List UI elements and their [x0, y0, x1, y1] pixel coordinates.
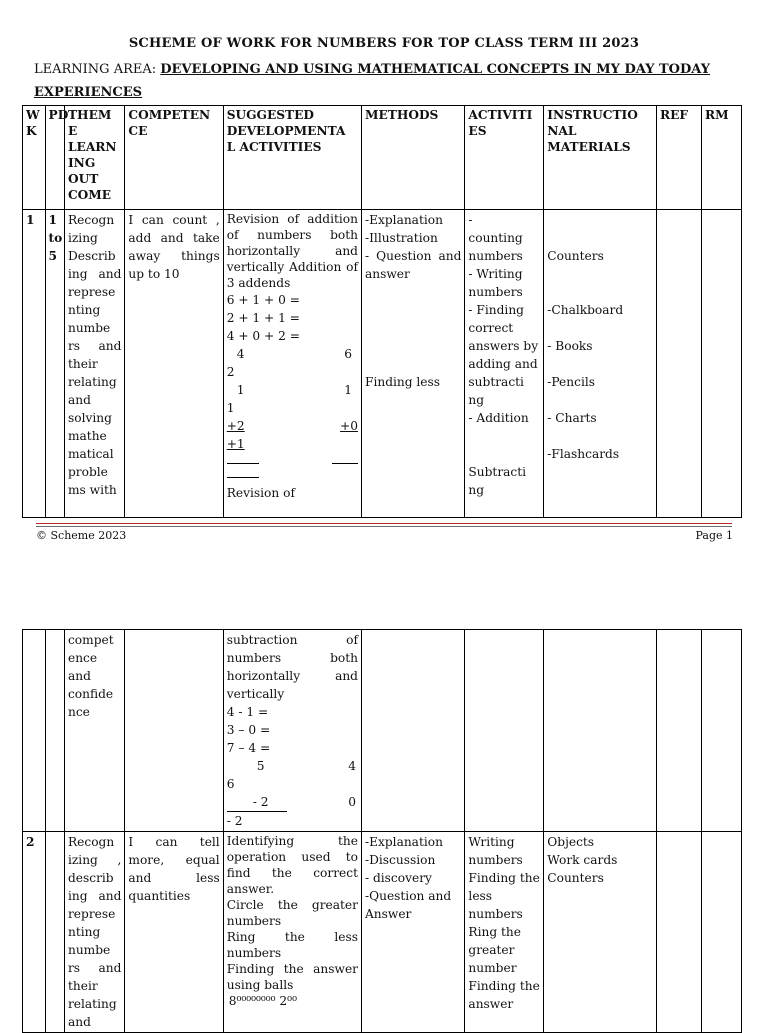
method-item: -Illustration	[364, 230, 438, 245]
cell-pupil-activities	[465, 209, 544, 517]
table-row-week1-continued	[23, 630, 742, 832]
vertical-sum-digit: 1	[344, 382, 352, 397]
vertical-sum-digit: 1	[226, 400, 235, 415]
activity-text: Identifying the operation used to find the correct answer.	[226, 834, 358, 896]
cell-materials	[544, 209, 657, 517]
cell-theme: compet ence and confide nce	[64, 630, 124, 832]
cell-materials	[544, 832, 657, 1033]
header-cell-pd: PD	[45, 106, 64, 210]
activity-item: Ring the greater number	[468, 925, 521, 975]
table-row-week2	[23, 832, 742, 1033]
vertical-sum-digit: 2	[226, 364, 235, 379]
activity-item: Finding the answer	[468, 979, 540, 1011]
answer-line	[227, 471, 259, 478]
footer-rule-grey	[36, 526, 732, 527]
method-item: -Question and Answer	[364, 889, 452, 921]
footer-rule-red	[36, 523, 732, 524]
sum-line: 4 + 0 + 2 =	[226, 328, 300, 343]
activities-continued: subtraction of numbers both horizontally and vertically	[226, 633, 358, 701]
vertical-sum-digit: 4	[236, 346, 245, 361]
cell-competence: I can count , add and take away things up to 10	[125, 209, 223, 517]
vertical-sum-digit: - 2	[227, 811, 287, 830]
cell-pupil-activities	[465, 832, 544, 1033]
cell-period	[45, 630, 64, 832]
balls-line: 8⁰⁰⁰⁰⁰⁰⁰⁰ 2⁰⁰	[228, 994, 297, 1008]
cell-week-number: 2	[23, 832, 46, 1033]
vertical-sum-digit: +1	[226, 436, 245, 451]
vertical-sum-digit: 6	[226, 777, 235, 791]
material-item: - Books	[547, 338, 593, 353]
footer-page-number: Page 1	[695, 529, 733, 542]
method-item: - Question and answer	[364, 248, 462, 281]
revision-tail: Revision of	[226, 485, 295, 500]
cell-period: 1 to 5	[45, 209, 64, 517]
vertical-sum-digit: 5	[256, 759, 265, 773]
cell-methods	[361, 832, 464, 1033]
activity-item: - Finding correct answers by adding and subtracti ng	[468, 302, 539, 407]
cell-theme: Recogn izing , describ ing and represe nting numbe rs and their relating and	[64, 832, 124, 1033]
activity-item: Writing numbers	[468, 835, 523, 867]
material-item: Objects	[547, 835, 595, 849]
header-cell-materials: INSTRUCTIO NAL MATERIALS	[544, 106, 657, 210]
cell-competence	[125, 630, 223, 832]
cell-competence: I can tell more, equal and less quantities	[125, 832, 223, 1033]
material-item: -Chalkboard	[547, 302, 624, 317]
sum-line: 4 - 1 =	[226, 705, 269, 719]
answer-line	[332, 453, 358, 464]
header-cell-theme: THEM E LEARN ING OUT COME	[64, 106, 124, 210]
cell-pupil-activities	[465, 630, 544, 832]
cell-ref	[656, 832, 701, 1033]
header-cell-wk: W K	[23, 106, 46, 210]
sum-line: 3 – 0 =	[226, 723, 271, 737]
method-item: Finding less	[364, 374, 441, 389]
sum-line: 6 + 1 + 0 =	[226, 292, 300, 307]
learning-area	[34, 58, 724, 104]
cell-suggested-activities	[223, 630, 361, 832]
cell-rm	[702, 630, 742, 832]
learning-area-value: DEVELOPING AND USING MATHEMATICAL CONCEPTS IN MY DAY TODAY EXPERIENCES	[34, 62, 710, 100]
cell-theme: Recogn izing Describ ing and represe nting numbe rs and their relating and solving mathe matical proble ms with	[64, 209, 124, 517]
activity-text: Circle the greater numbers	[226, 898, 358, 928]
cell-methods	[361, 630, 464, 832]
activity-item: - Addition	[468, 410, 529, 425]
cell-rm	[702, 832, 742, 1033]
activity-item: - Writing numbers	[468, 266, 523, 299]
cell-materials	[544, 630, 657, 832]
activity-item: Finding the less numbers	[468, 871, 540, 921]
method-item: - discovery	[364, 871, 432, 885]
activity-text: Ring the less numbers	[226, 930, 358, 960]
header-cell-rm: RM	[702, 106, 742, 210]
header-cell-pupil-activities: ACTIVITI ES	[465, 106, 544, 210]
footer-copyright: © Scheme 2023	[36, 529, 127, 542]
cell-suggested-activities	[223, 832, 361, 1033]
table-row-week1	[23, 209, 742, 517]
header-cell-activities: SUGGESTED DEVELOPMENTA L ACTIVITIES	[223, 106, 361, 210]
cell-suggested-activities	[223, 209, 361, 517]
answer-line	[227, 453, 259, 464]
cell-week-number: 1	[23, 209, 46, 517]
method-item: -Explanation	[364, 212, 443, 227]
material-item: Counters	[547, 248, 604, 263]
header-cell-methods: METHODS	[361, 106, 464, 210]
header-cell-competence: COMPETEN CE	[125, 106, 223, 210]
vertical-sum-digit: 1	[236, 382, 245, 397]
sum-line: 2 + 1 + 1 =	[226, 310, 300, 325]
method-item: -Discussion	[364, 853, 436, 867]
vertical-sum-digit: 0	[348, 795, 356, 809]
cell-ref	[656, 630, 701, 832]
material-item: -Flashcards	[547, 446, 620, 461]
header-cell-ref: REF	[656, 106, 701, 210]
activities-intro: Revision of addition of numbers both horizontally and vertically Addition of 3 addends	[226, 211, 358, 290]
scheme-table-page2	[22, 629, 742, 1033]
material-item: - Charts	[547, 410, 597, 425]
vertical-sum-digit: 6	[344, 346, 352, 361]
learning-area-label: LEARNING AREA:	[34, 62, 157, 77]
cell-ref	[656, 209, 701, 517]
table-header-row	[23, 106, 742, 210]
sum-line: 7 – 4 =	[226, 741, 271, 755]
activity-item: -	[468, 212, 473, 227]
page-title: SCHEME OF WORK FOR NUMBERS FOR TOP CLASS TERM III 2023	[128, 36, 640, 51]
vertical-sum-digit: 4	[348, 759, 356, 773]
vertical-sum-digit: +0	[340, 418, 358, 433]
vertical-sum-digit: - 2	[252, 795, 269, 809]
method-item: -Explanation	[364, 835, 443, 849]
material-item: -Pencils	[547, 374, 595, 389]
vertical-sum-digit: +2	[226, 418, 245, 433]
material-item: Counters	[547, 871, 604, 885]
cell-period	[45, 832, 64, 1033]
activity-text: Finding the answer using balls	[226, 962, 358, 992]
material-item: Work cards	[547, 853, 618, 867]
cell-rm	[702, 209, 742, 517]
cell-week-number	[23, 630, 46, 832]
activity-item: Subtracti ng	[468, 464, 527, 497]
scheme-table-page1	[22, 105, 742, 518]
activity-item: counting numbers	[468, 230, 523, 263]
cell-methods	[361, 209, 464, 517]
